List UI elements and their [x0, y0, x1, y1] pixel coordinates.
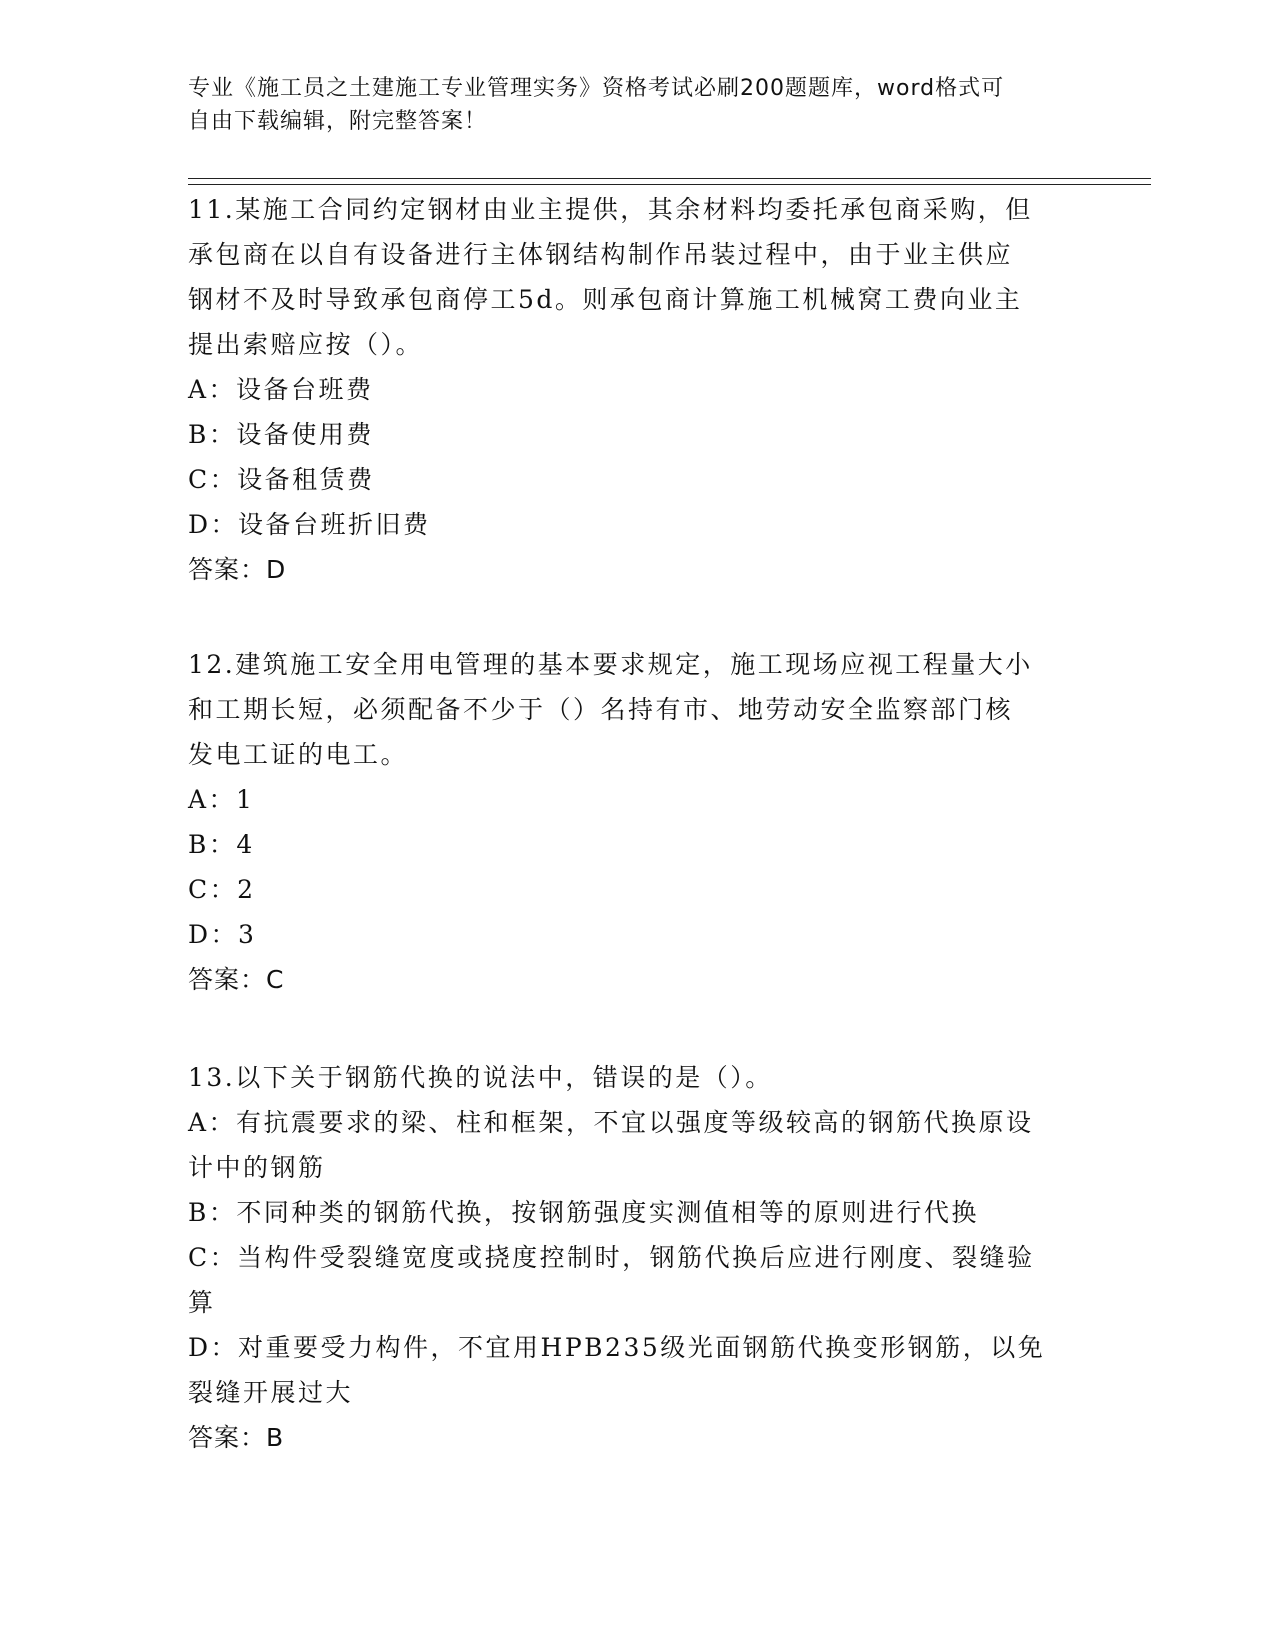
question-stem-line: 钢材不及时导致承包商停工5d。则承包商计算施工机械窝工费向业主 — [188, 285, 1023, 314]
option-c: C：2 — [188, 875, 256, 904]
option-c: C：设备租赁费 — [188, 465, 375, 494]
answer: 答案：B — [188, 1423, 285, 1452]
question-12 — [188, 642, 1078, 1002]
question-stem-line: 和工期长短，必须配备不少于（）名持有市、地劳动安全监察部门核 — [188, 695, 1014, 724]
header-line-1: 专业《施工员之土建施工专业管理实务》资格考试必刷200题题库，word格式可 — [188, 76, 1005, 101]
option-d-continued: 裂缝开展过大 — [188, 1378, 354, 1407]
question-11 — [188, 187, 1078, 592]
option-d: D：设备台班折旧费 — [188, 510, 431, 539]
question-stem-line: 提出索赔应按（）。 — [188, 330, 424, 359]
answer: 答案：D — [188, 555, 287, 584]
question-stem-line: 12.建筑施工安全用电管理的基本要求规定，施工现场应视工程量大小 — [188, 650, 1033, 679]
option-a: A：1 — [188, 785, 255, 814]
question-stem-line: 11.某施工合同约定钢材由业主提供，其余材料均委托承包商采购，但 — [188, 195, 1033, 224]
option-c-continued: 算 — [188, 1288, 216, 1317]
header-divider-top — [188, 178, 1151, 179]
option-a: A：有抗震要求的梁、柱和框架，不宜以强度等级较高的钢筋代换原设 — [188, 1108, 1034, 1137]
option-c: C：当构件受裂缝宽度或挠度控制时，钢筋代换后应进行刚度、裂缝验 — [188, 1243, 1035, 1272]
question-stem-line: 发电工证的电工。 — [188, 740, 409, 769]
option-b: B：设备使用费 — [188, 420, 374, 449]
option-b: B：4 — [188, 830, 255, 859]
header-divider-bottom — [188, 184, 1151, 185]
question-13 — [188, 1055, 1078, 1460]
option-a: A：设备台班费 — [188, 375, 374, 404]
option-d: D：对重要受力构件，不宜用HPB235级光面钢筋代换变形钢筋，以免 — [188, 1333, 1046, 1362]
question-stem-line: 承包商在以自有设备进行主体钢结构制作吊装过程中，由于业主供应 — [188, 240, 1014, 269]
answer: 答案：C — [188, 965, 285, 994]
option-b: B：不同种类的钢筋代换，按钢筋强度实测值相等的原则进行代换 — [188, 1198, 979, 1227]
document-header — [188, 72, 1068, 138]
question-stem-line: 13.以下关于钢筋代换的说法中，错误的是（）。 — [188, 1063, 773, 1092]
header-line-2: 自由下载编辑，附完整答案！ — [188, 109, 488, 134]
option-d: D：3 — [188, 920, 257, 949]
option-a-continued: 计中的钢筋 — [188, 1153, 326, 1182]
